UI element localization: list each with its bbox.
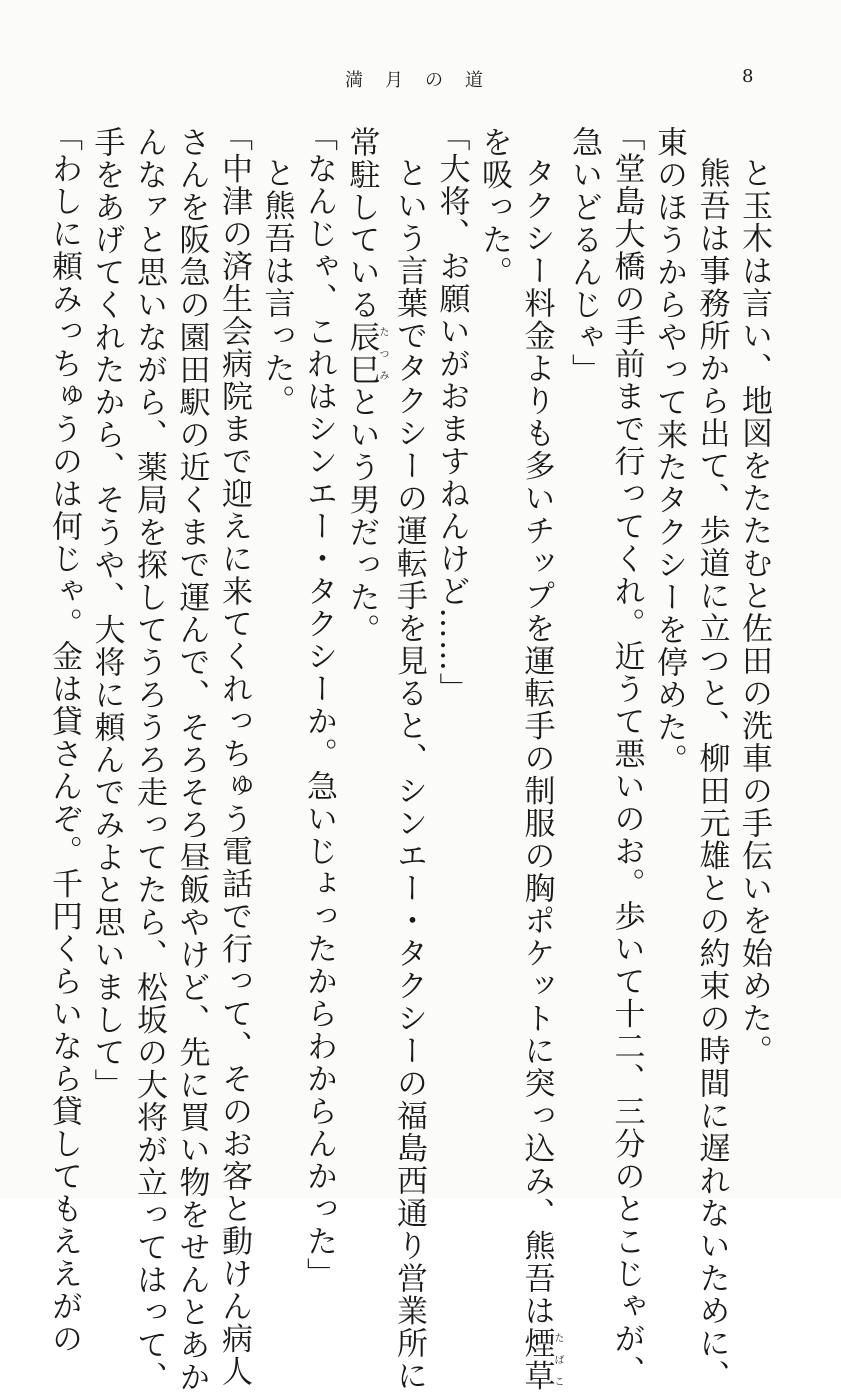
ruby-reading: たばこ: [552, 1327, 563, 1392]
text-segment: という男だった。: [343, 386, 380, 646]
text-line: んなァと思いながら、薬局を探してうろうろ走ってたら、松坂の大将が立ってはって、: [131, 126, 167, 1394]
ruby-word: 辰巳たつみ: [343, 321, 388, 386]
text-line: 「中津の済生会病院まで迎えに来てくれっちゅう電話で行って、そのお客と動けん病人: [216, 120, 252, 1388]
text-line: と熊吾は言った。: [258, 157, 295, 417]
text-line: を吸った。: [476, 126, 512, 289]
text-line: 急いどるんじゃ」: [566, 126, 602, 386]
text-line: 「なんじゃ、これはシンエー・タクシーか。急いじょったからわからんかった」: [301, 120, 337, 1290]
text-line: 手をあげてくれたから、そうや、大将に頼んでみよと思いまして」: [88, 126, 125, 1101]
page-header: [0, 66, 841, 96]
ruby-reading: たつみ: [377, 321, 388, 386]
text-line: と玉木は言い、地図をたたむと佐田の洗車の手伝いを始めた。: [736, 157, 772, 1067]
page-number: 8: [742, 66, 754, 87]
text-line: さんを阪急の園田駅の近くまで運んで、そろそろ昼飯やけど、先に買い物をせんとあか: [173, 126, 210, 1394]
text-line: 東のほうからやって来たタクシーを停めた。: [651, 126, 687, 776]
vertical-text-body: [43, 120, 776, 1394]
text-line: という言葉でタクシーの運転手を見ると、シンエー・タクシーの福島西通り営業所に: [391, 157, 427, 1392]
text-line: 熊吾は事務所から出て、歩道に立つと、柳田元雄との約束の時間に遅れないために、: [693, 157, 730, 1392]
text-segment: タクシー料金よりも多いチップを運転手の制服の胸ポケットに突っ込み、熊吾は: [518, 157, 555, 1327]
text-line: 「大将、お願いがおますねんけど……」: [433, 120, 470, 705]
text-line-with-ruby: [340, 126, 388, 1166]
text-segment: 常駐している: [343, 126, 380, 321]
running-title: 満月の道: [345, 70, 505, 91]
text-line-with-ruby: [515, 126, 563, 1392]
text-line: 「わしに頼みっちゅうのは何じゃ。金は貸さんぞ。千円くらいなら貸してもええがの: [46, 120, 82, 1355]
ruby-word: 煙草たばこ: [518, 1327, 563, 1392]
text-line: 「堂島大橋の手前まで行ってくれ。近うて悪いのお。歩いて十二、三分のとこじゃが、: [608, 120, 645, 1388]
